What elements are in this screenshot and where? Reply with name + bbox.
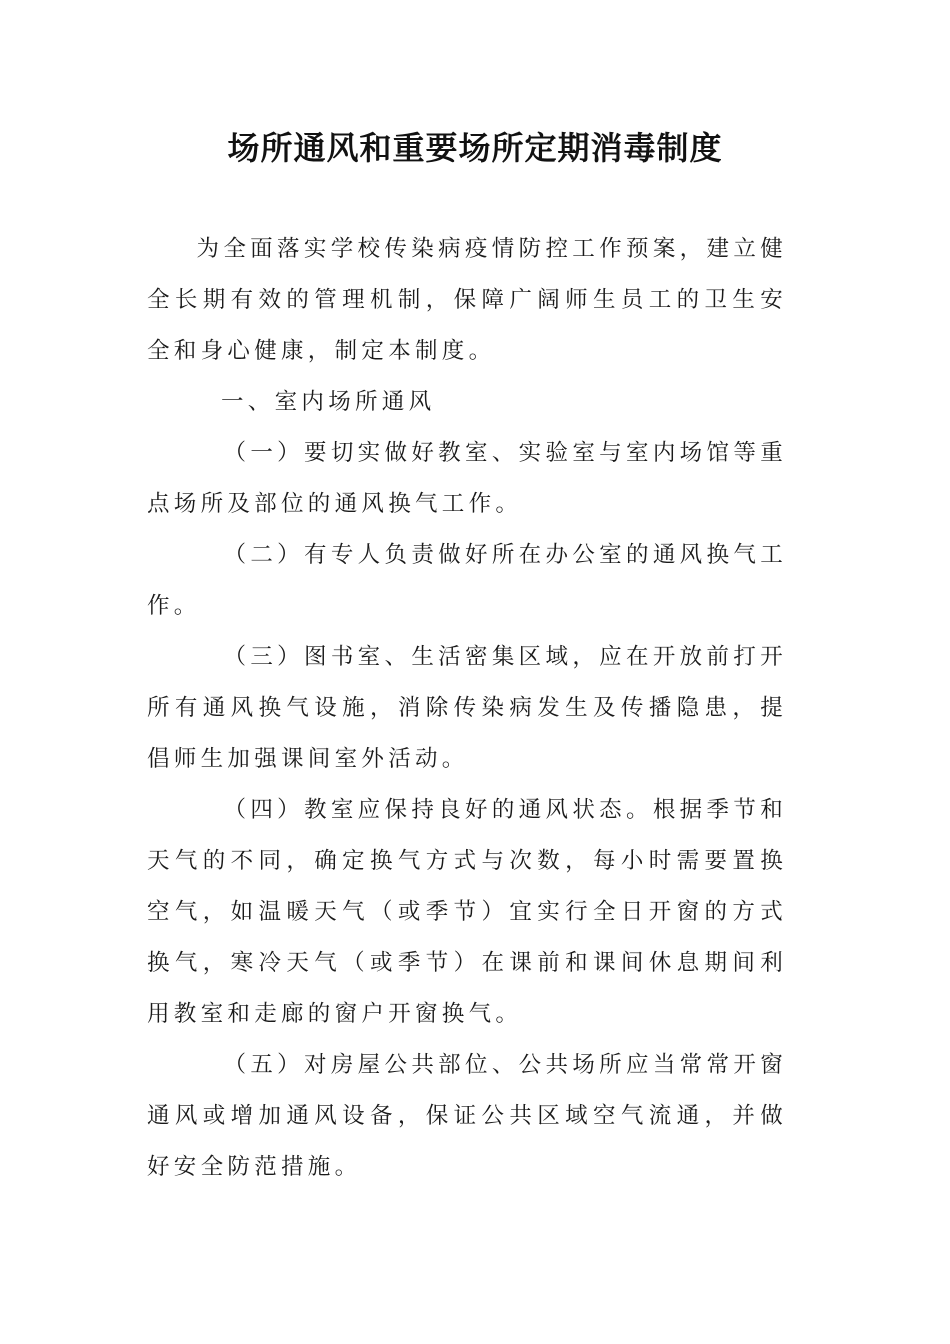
list-item: （四）教室应保持良好的通风状态。根据季节和天气的不同，确定换气方式与次数，每小时需要置换空气，如温暖天气（或季节）宜实行全日开窗的方式换气，寒冷天气（或季节）在课前和课间休息期间利用教室和走廊的窗户开窗换气。	[147, 797, 787, 1027]
document-title: 场所通风和重要场所定期消毒制度	[227, 129, 723, 167]
document-body	[147, 224, 787, 1193]
list-item: （三）图书室、生活密集区域，应在开放前打开所有通风换气设施，消除传染病发生及传播隐患，提倡师生加强课间室外活动。	[147, 644, 787, 772]
list-item: （二）有专人负责做好所在办公室的通风换气工作。	[147, 542, 787, 619]
section-heading-ventilation: 一、室内场所通风	[221, 389, 436, 415]
intro-paragraph: 为全面落实学校传染病疫情防控工作预案，建立健全长期有效的管理机制，保障广阔师生员工的卫生安全和身心健康，制定本制度。	[147, 236, 787, 364]
list-item: （五）对房屋公共部位、公共场所应当常常开窗通风或增加通风设备，保证公共区域空气流通，并做好安全防范措施。	[147, 1052, 787, 1180]
list-item: （一）要切实做好教室、实验室与室内场馆等重点场所及部位的通风换气工作。	[147, 440, 787, 517]
